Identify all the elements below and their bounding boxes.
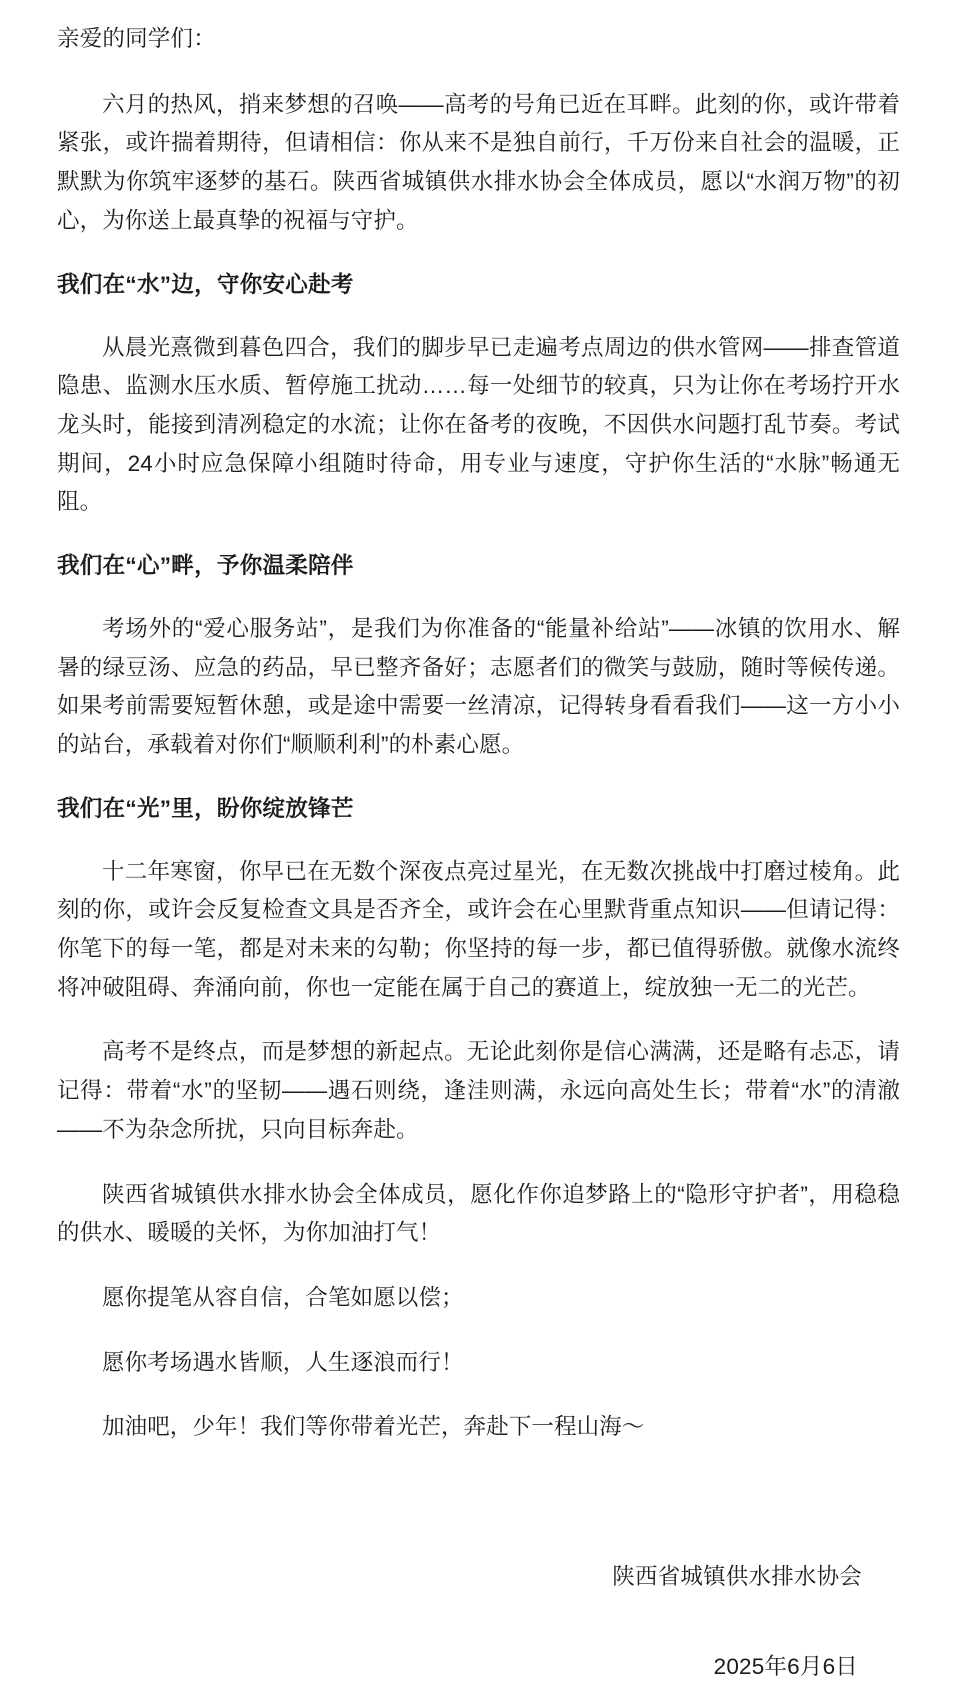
signature-spacer [57, 1473, 900, 1551]
section-body-heart: 考场外的“爱心服务站”，是我们为你准备的“能量补给站”——冰镇的饮用水、解暑的绿豆汤、应急的药品，早已整齐备好；志愿者们的微笑与鼓励，随时等候传递。如果考前需要短暂休憩，或是途中需要一丝清凉，记得转身看看我们——这一方小小的站台，承载着对你们“顺顺利利”的朴素心愿。 [57, 615, 900, 757]
wish-line-1: 愿你提笔从容自信，合笔如愿以偿； [102, 1284, 464, 1310]
signature-block [57, 1559, 900, 1685]
closing-paragraph-association: 陕西省城镇供水排水协会全体成员，愿化作你追梦路上的“隐形守护者”，用稳稳的供水、暖暖的关怀，为你加油打气！ [57, 1181, 900, 1246]
section-heading-light: 我们在“光”里，盼你绽放锋芒 [57, 795, 354, 821]
wish-line-3: 加油吧，少年！我们等你带着光芒，奔赴下一程山海～ [102, 1414, 645, 1440]
section-heading-heart: 我们在“心”畔，予你温柔陪伴 [57, 552, 354, 578]
signature-date: 2025年6月6日 [713, 1653, 858, 1679]
salutation: 亲爱的同学们： [57, 26, 216, 51]
section-body-light: 十二年寒窗，你早已在无数个深夜点亮过星光，在无数次挑战中打磨过棱角。此刻的你，或许会反复检查文具是否齐全，或许会在心里默背重点知识——但请记得：你笔下的每一笔，都是对未来的勾勒；你坚持的每一步，都已值得骄傲。就像水流终将冲破阻碍、奔涌向前，你也一定能在属于自己的赛道上，绽放独一无二的光芒。 [57, 858, 900, 1000]
wish-line-2: 愿你考场遇水皆顺，人生逐浪而行！ [102, 1349, 464, 1375]
section-body-water: 从晨光熹微到暮色四合，我们的脚步早已走遍考点周边的供水管网——排查管道隐患、监测水压水质、暂停施工扰动……每一处细节的较真，只为让你在考场拧开水龙头时，能接到清冽稳定的水流；让你在备考的夜晚，不因供水问题打乱节奏。考试期间，24小时应急保障小组随时待命，用专业与速度，守护你生活的“水脉”畅通无阻。 [57, 334, 900, 515]
signature-organization: 陕西省城镇供水排水协会 [612, 1563, 862, 1589]
closing-paragraph-new-start: 高考不是终点，而是梦想的新起点。无论此刻你是信心满满，还是略有忐忑，请记得：带着“水”的坚韧——遇石则绕，逢洼则满，永远向高处生长；带着“水”的清澈——不为杂念所扰，只向目标奔赴。 [57, 1039, 900, 1142]
intro-paragraph: 六月的热风，捎来梦想的召唤——高考的号角已近在耳畔。此刻的你，或许带着紧张，或许揣着期待，但请相信：你从来不是独自前行，千万份来自社会的温暖，正默默为你筑牢逐梦的基石。陕西省城镇供水排水协会全体成员，愿以“水润万物”的初心，为你送上最真挚的祝福与守护。 [57, 91, 900, 233]
section-heading-water: 我们在“水”边，守你安心赴考 [57, 271, 354, 297]
